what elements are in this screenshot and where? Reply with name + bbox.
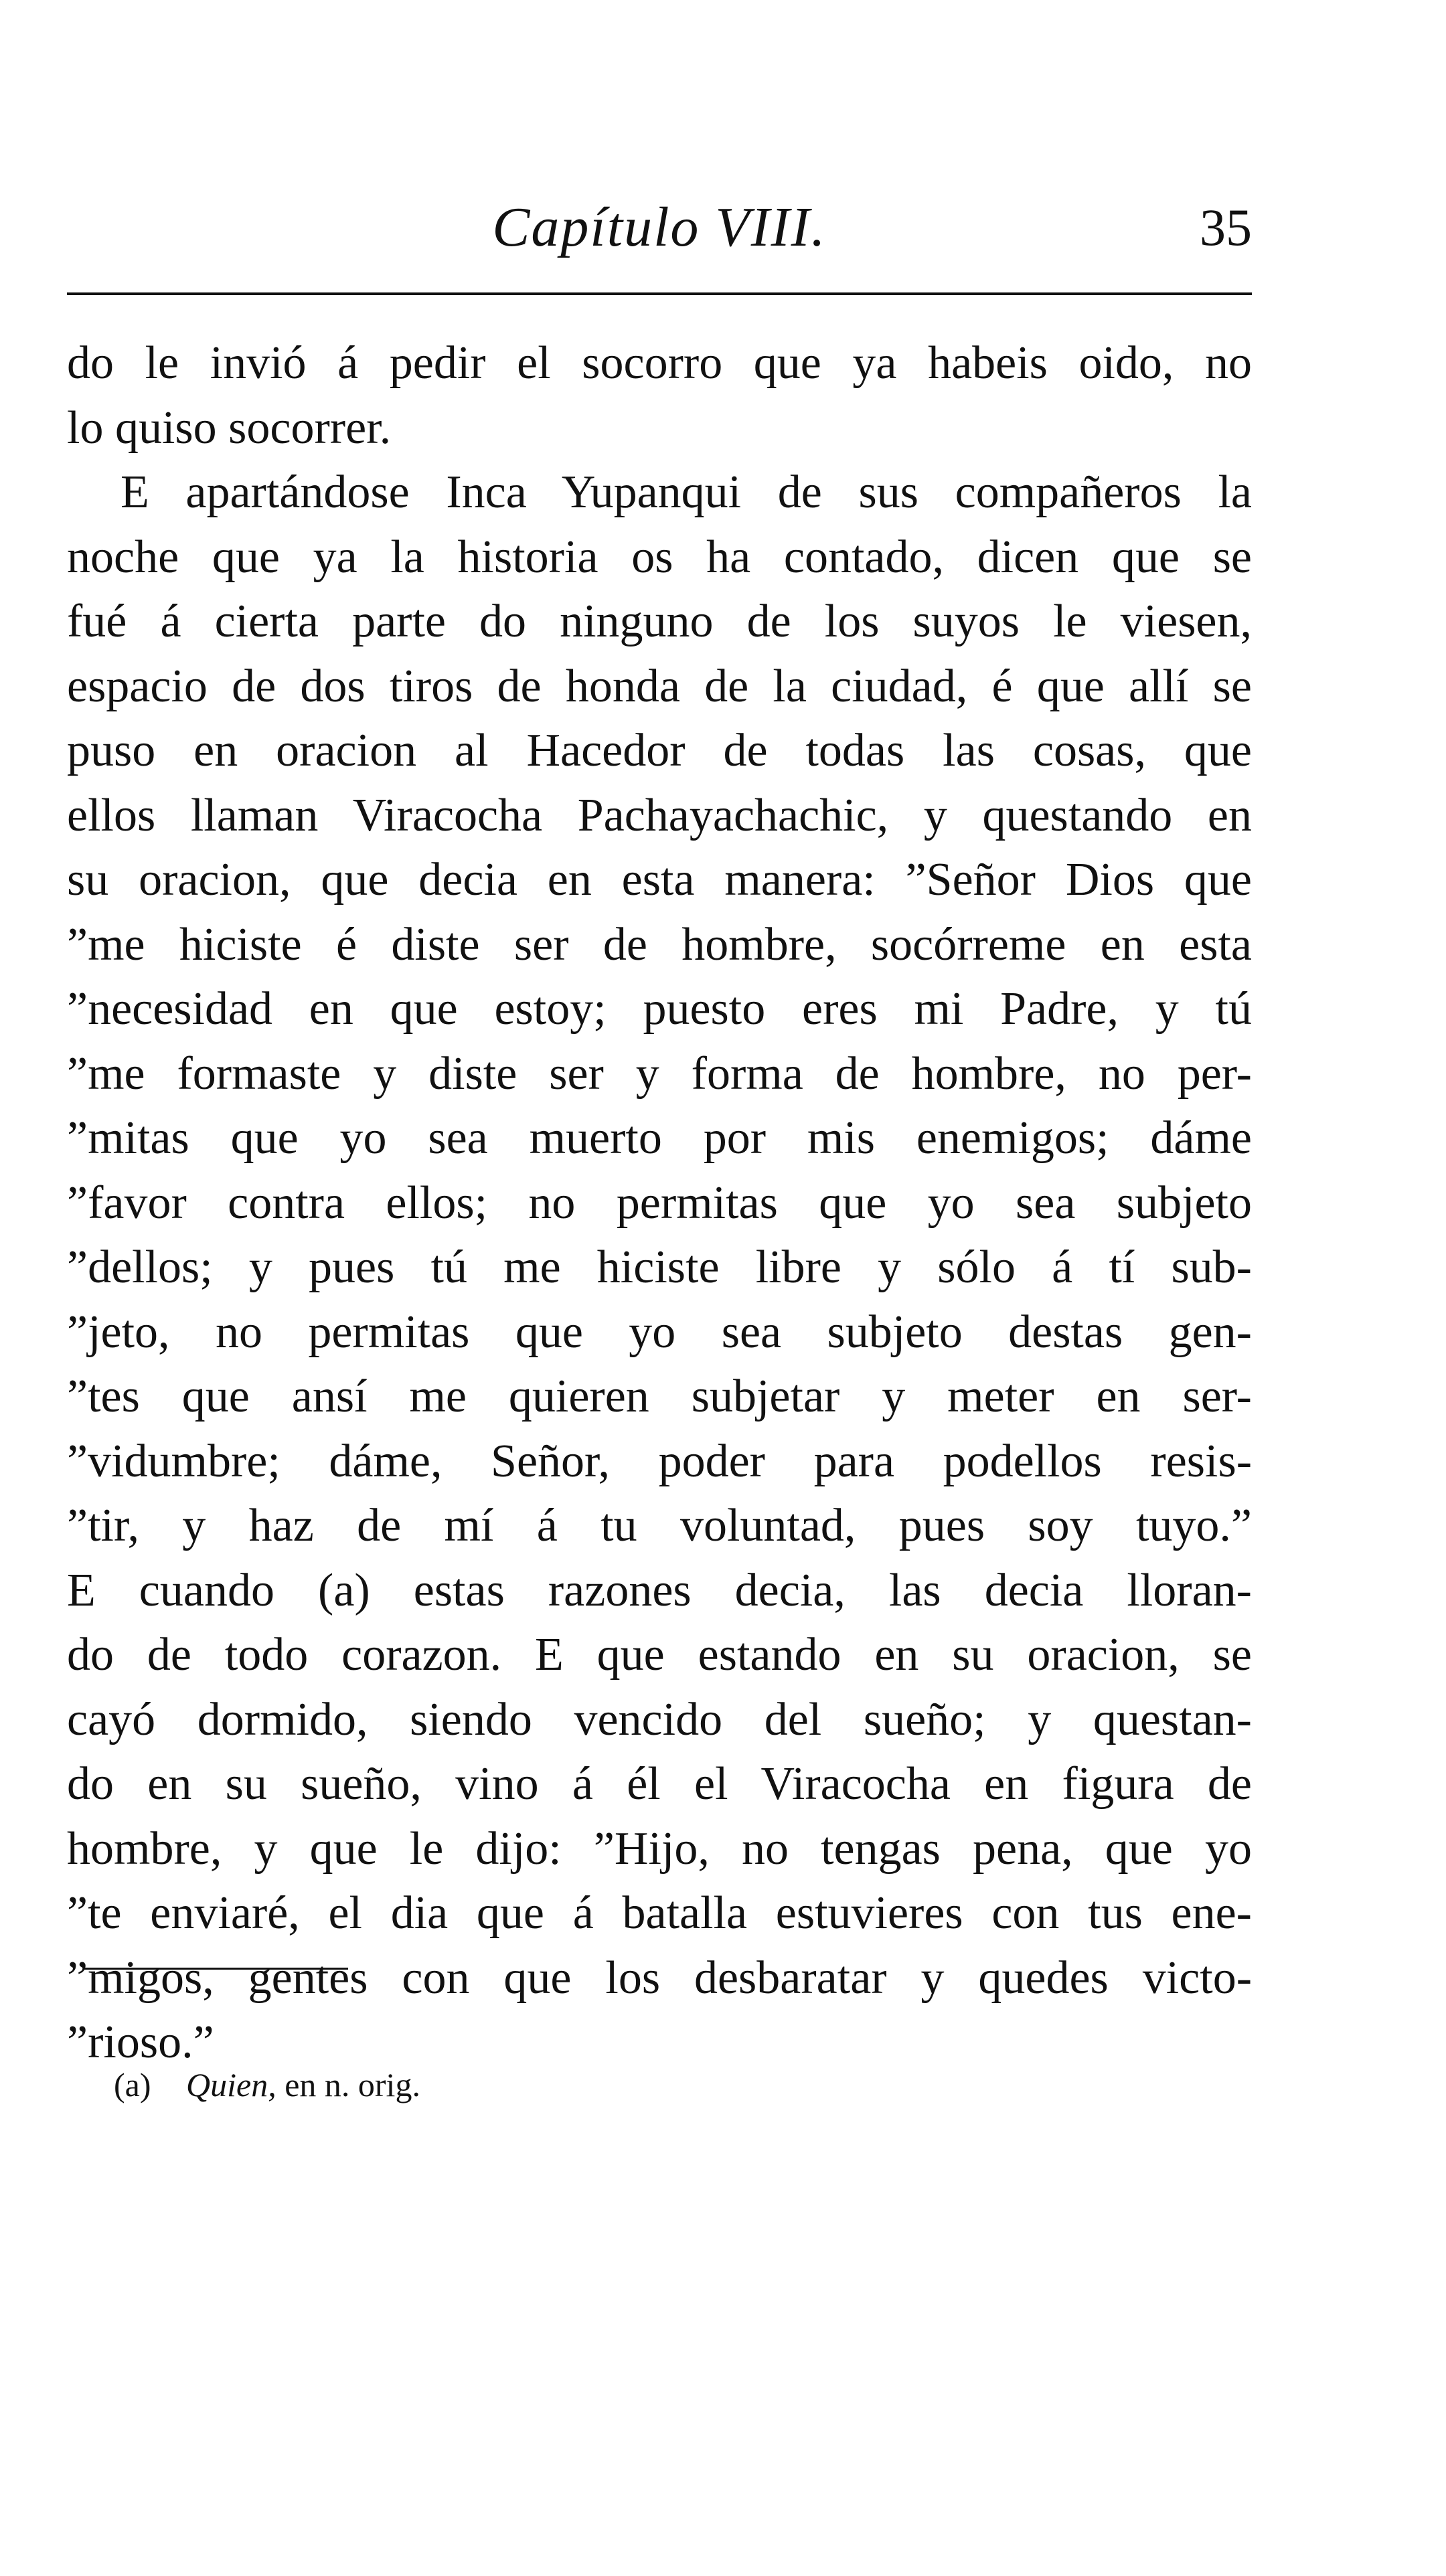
text-line: ”me hiciste é diste ser de hombre, socórreme en esta (67, 918, 1252, 970)
text-line: ellos llaman Viracocha Pachayachachic, y questando en (67, 789, 1252, 841)
text-line: lo quiso socorrer. (67, 402, 392, 454)
body-text (67, 331, 1252, 2075)
footnote (114, 2061, 420, 2108)
text-line: ”rioso.” (67, 2016, 214, 2068)
text-line: do en su sueño, vino á él el Viracocha en figura de (67, 1758, 1252, 1810)
text-line: ”favor contra ellos; no permitas que yo sea subjeto (67, 1177, 1252, 1229)
text-line: E apartándose Inca Yupanqui de sus compañeros la (120, 466, 1252, 518)
header-rule (67, 292, 1252, 295)
text-line: ”mitas que yo sea muerto por mis enemigos; dáme (67, 1112, 1252, 1164)
page-number: 35 (1200, 198, 1252, 256)
text-line: cayó dormido, siendo vencido del sueño; y questan- (67, 1693, 1252, 1745)
text-line: fué á cierta parte do ninguno de los suyos le viesen, (67, 596, 1252, 647)
footnote-mark: (a) (114, 2066, 151, 2103)
footnote-italic-word: Quien, (186, 2066, 276, 2103)
text-line: ”necesidad en que estoy; puesto eres mi Padre, y tú (67, 983, 1252, 1035)
text-line: ”te enviaré, el dia que á batalla estuvieres con tus ene- (67, 1887, 1252, 1939)
text-line: ”jeto, no permitas que yo sea subjeto destas gen- (67, 1306, 1252, 1358)
text-line: puso en oracion al Hacedor de todas las cosas, que (67, 725, 1252, 776)
text-line: ”tes que ansí me quieren subjetar y meter en ser- (67, 1371, 1252, 1422)
footnote-rule (84, 1968, 348, 1970)
running-head (67, 191, 1252, 264)
text-line: espacio de dos tiros de honda de la ciudad, é que allí se (67, 660, 1252, 712)
text-line: E cuando (a) estas razones decia, las decia lloran- (67, 1564, 1252, 1616)
text-line: ”tir, y haz de mí á tu voluntad, pues soy tuyo.” (67, 1500, 1252, 1551)
text-line: ”me formaste y diste ser y forma de hombre, no per- (67, 1047, 1252, 1100)
text-line: su oracion, que decia en esta manera: ”Señor Dios que (67, 854, 1252, 906)
text-line: ”vidumbre; dáme, Señor, poder para podellos resis- (67, 1435, 1252, 1487)
text-line: noche que ya la historia os ha contado, dicen que se (67, 531, 1252, 583)
text-line: ”dellos; y pues tú me hiciste libre y sólo á tí sub- (67, 1241, 1252, 1293)
text-line: hombre, y que le dijo: ”Hijo, no tengas pena, que yo (67, 1822, 1252, 1875)
text-line: ”migos, gentes con que los desbaratar y quedes victo- (67, 1952, 1252, 2004)
footnote-text: en n. orig. (285, 2066, 420, 2103)
text-line: do le invió á pedir el socorro que ya habeis oido, no (67, 337, 1252, 389)
text-line: do de todo corazon. E que estando en su oracion, se (67, 1629, 1252, 1681)
chapter-title: Capítulo VIII. (492, 196, 827, 258)
